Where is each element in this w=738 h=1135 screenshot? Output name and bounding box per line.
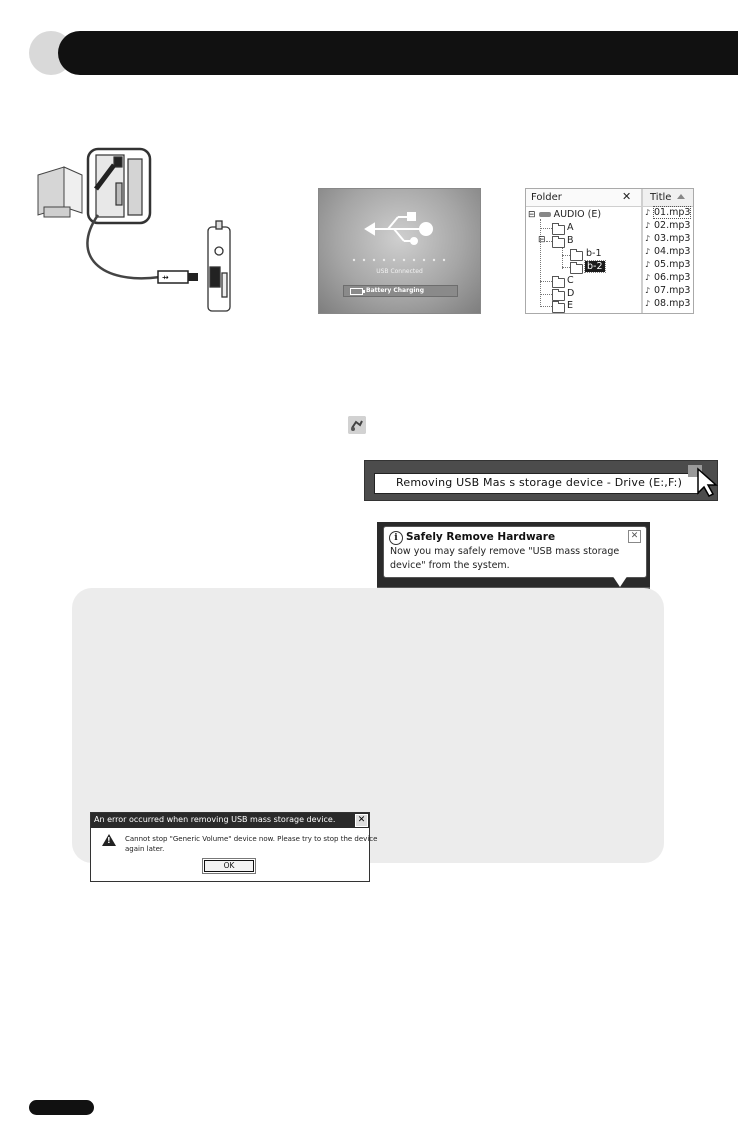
tree-item-label: b-1	[586, 248, 602, 259]
warning-mark: !	[107, 836, 111, 845]
tree-connector	[540, 228, 552, 229]
folder-icon	[552, 291, 565, 301]
file-name: 01.mp3	[654, 207, 691, 218]
tree-item-label: E	[567, 300, 574, 311]
music-file-icon: ♪	[645, 273, 651, 282]
error-dialog-close-icon[interactable]: ✕	[355, 814, 368, 827]
file-name: 02.mp3	[654, 220, 691, 231]
tree-connector	[540, 294, 552, 295]
sort-ascending-icon	[677, 194, 685, 199]
error-dialog	[90, 812, 378, 882]
usb-connected-label: USB Connected	[376, 268, 423, 275]
collapse-icon[interactable]: ⊟	[538, 235, 546, 245]
folder-icon	[552, 225, 565, 235]
error-message-line1: Cannot stop "Generic Volume" device now. Please try to stop the device	[125, 835, 378, 843]
tree-connector	[540, 306, 552, 307]
mouse-cursor-icon	[688, 463, 722, 497]
file-name: 08.mp3	[654, 298, 691, 309]
music-file-icon: ♪	[645, 247, 651, 256]
drive-icon	[539, 212, 551, 217]
tree-item-label: B	[567, 235, 574, 246]
file-row[interactable]	[645, 220, 693, 232]
usb-symbol-icon	[364, 211, 436, 247]
balloon-title: Safely Remove Hardware	[406, 531, 556, 543]
usb-connection-illustration	[30, 145, 242, 315]
file-row[interactable]	[645, 285, 693, 297]
explorer-window	[525, 188, 694, 314]
error-dialog-title: An error occurred when removing USB mass storage device.	[94, 815, 336, 824]
tree-connector	[540, 281, 552, 282]
file-row[interactable]	[645, 259, 693, 271]
header-bar	[58, 31, 738, 75]
battery-charging-label: Battery Charging	[366, 287, 424, 294]
collapse-icon[interactable]: ⊟	[528, 210, 536, 220]
usb-cable	[87, 215, 160, 278]
balloon-tail	[612, 575, 628, 587]
svg-text:⇸: ⇸	[162, 273, 169, 282]
safely-remove-hardware-icon	[348, 416, 366, 434]
info-icon: i	[389, 531, 403, 545]
balloon-close-icon[interactable]: ✕	[628, 530, 641, 543]
ok-button[interactable]: OK	[204, 860, 254, 872]
tree-connector	[562, 267, 570, 268]
tree-item-label: C	[567, 275, 574, 286]
tree-item-label-selected: b-2	[587, 261, 603, 272]
file-row[interactable]	[645, 233, 693, 245]
file-row[interactable]	[645, 298, 693, 310]
title-column-header[interactable]	[643, 189, 693, 207]
music-file-icon: ♪	[645, 234, 651, 243]
folder-icon	[570, 251, 583, 261]
music-file-icon: ♪	[645, 208, 651, 217]
page-number-pill	[29, 1100, 94, 1115]
file-name: 06.mp3	[654, 272, 691, 283]
file-name: 03.mp3	[654, 233, 691, 244]
folder-pane-header	[526, 189, 641, 207]
tree-item-label: D	[567, 288, 575, 299]
file-name: 05.mp3	[654, 259, 691, 270]
usb-plug-icon	[158, 271, 198, 283]
music-file-icon: ♪	[645, 299, 651, 308]
player-device-icon	[208, 221, 230, 311]
music-file-icon: ♪	[645, 286, 651, 295]
progress-dots	[352, 258, 448, 262]
pc-port-closeup-icon	[88, 149, 150, 223]
error-message-line2: again later.	[125, 845, 165, 853]
title-header-label: Title	[650, 192, 672, 203]
file-name: 07.mp3	[654, 285, 691, 296]
pc-monitor-icon	[38, 167, 82, 217]
folder-icon	[552, 238, 565, 248]
device-screen	[318, 188, 481, 314]
tree-connector	[562, 255, 570, 256]
battery-icon	[350, 288, 363, 295]
battery-charging-bar	[343, 285, 458, 297]
folder-icon	[552, 278, 565, 288]
file-row[interactable]	[645, 207, 693, 219]
tree-item-label: AUDIO (E)	[553, 209, 602, 220]
file-row[interactable]	[645, 272, 693, 284]
error-dialog-titlebar	[91, 813, 369, 828]
music-file-icon: ♪	[645, 260, 651, 269]
folder-icon	[570, 264, 583, 274]
file-row[interactable]	[645, 246, 693, 258]
removing-device-text: Removing USB Mas s storage device - Drive (E:,F:)	[396, 476, 683, 489]
file-name: 04.mp3	[654, 246, 691, 257]
music-file-icon: ♪	[645, 221, 651, 230]
folder-header-label: Folder	[531, 192, 562, 203]
tree-connector	[562, 245, 563, 269]
folder-pane-close-icon[interactable]: ✕	[622, 190, 632, 203]
tree-item-label: A	[567, 222, 574, 233]
balloon-message-line2: device" from the system.	[390, 560, 510, 571]
safely-remove-balloon[interactable]	[383, 526, 647, 578]
folder-icon	[552, 303, 565, 313]
balloon-message-line1: Now you may safely remove "USB mass storage	[390, 546, 620, 557]
removing-device-tooltip	[374, 473, 699, 494]
tree-item-audio-drive[interactable]	[528, 209, 601, 220]
pane-divider[interactable]	[641, 189, 643, 313]
